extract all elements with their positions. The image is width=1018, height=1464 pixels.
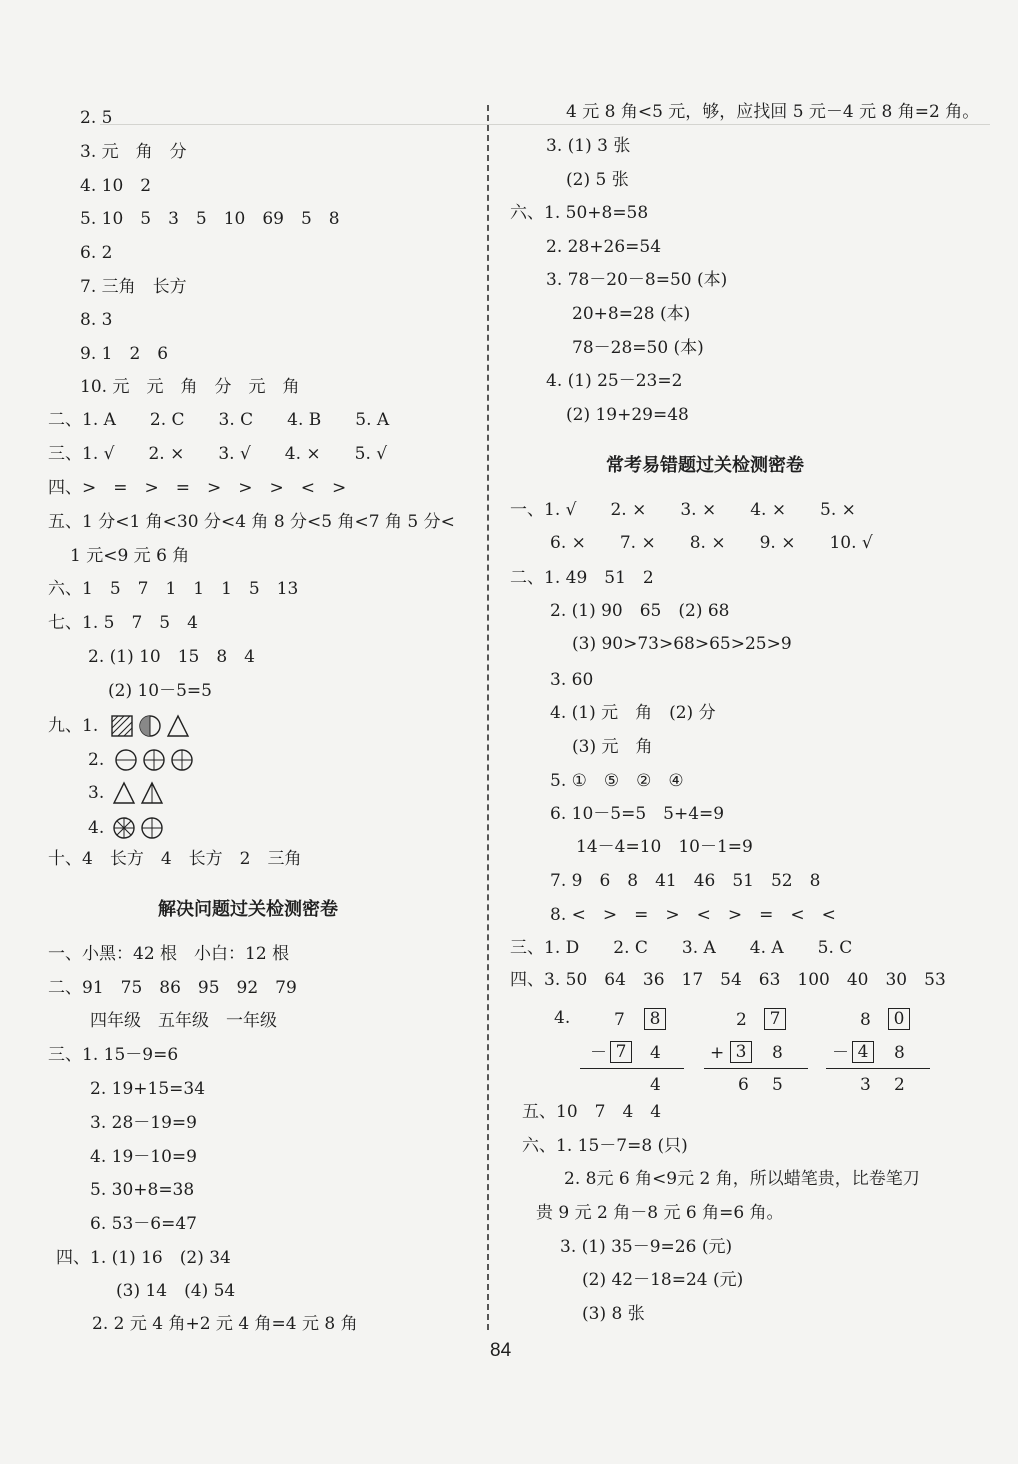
shape-row-1 [110, 714, 190, 738]
text-line: 二、1. 49 51 2 [510, 568, 654, 588]
text-line: 10. 元 元 角 分 元 角 [80, 377, 300, 397]
text-line: 8. < > = > < > = < < [550, 905, 836, 925]
text-line: 一、1. √ 2. × 3. × 4. × 5. × [510, 500, 856, 520]
text-line: 4. (1) 元 角 (2) 分 [550, 703, 716, 723]
text-line: (3) 元 角 [572, 737, 653, 757]
circle-halved-icon [114, 748, 138, 772]
text-line: 三、1. 15－9=6 [48, 1045, 179, 1065]
triangle-split-icon [140, 781, 164, 805]
text-line: 8. 3 [80, 310, 113, 330]
text-line: 三、1. D 2. C 3. A 4. A 5. C [510, 938, 853, 958]
text-line: 2. 8元 6 角<9元 2 角，所以蜡笔贵，比卷笔刀 [564, 1169, 920, 1189]
answer-box: 7 [610, 1041, 632, 1063]
text-line: 7. 9 6 8 41 46 51 52 8 [550, 871, 821, 891]
sum-line [580, 1068, 684, 1069]
text-line: 5. 10 5 3 5 10 69 5 8 [80, 209, 340, 229]
circle-quartered-icon [142, 748, 166, 772]
section-title: 解决问题过关检测密卷 [158, 899, 338, 920]
text-line: 六、1. 50+8=58 [510, 203, 649, 223]
text-line: 六、1. 15－7=8 (只) [522, 1136, 688, 1156]
text-line: 5. ① ⑤ ② ④ [550, 771, 684, 791]
text-line: 3. 元 角 分 [80, 142, 187, 162]
text-line: 四年级 五年级 一年级 [90, 1011, 277, 1031]
answer-box: 7 [764, 1008, 786, 1030]
text-line: 五、1 分<1 角<30 分<4 角 8 分<5 角<7 角 5 分< [48, 512, 455, 532]
text-line: 6. × 7. × 8. × 9. × 10. √ [550, 533, 873, 553]
shape-row-4 [112, 816, 164, 840]
text-line: 20+8=28 (本) [572, 304, 691, 324]
text-line: 3. [88, 783, 105, 803]
shape-row-3 [112, 781, 164, 805]
sum-line [826, 1068, 930, 1069]
section-title: 常考易错题过关检测密卷 [606, 455, 804, 476]
text-line: 6. 53－6=47 [90, 1214, 197, 1234]
text-line: 4. 10 2 [80, 176, 152, 196]
text-line: 9. 1 2 6 [80, 344, 169, 364]
text-line: (3) 8 张 [582, 1304, 645, 1324]
sum-line [704, 1068, 808, 1069]
text-line: 四、> = > = > > > < > [48, 478, 347, 498]
answer-box: 3 [730, 1041, 752, 1063]
text-line: 十、4 长方 4 长方 2 三角 [48, 849, 302, 869]
text-line: 2. (1) 10 15 8 4 [88, 647, 256, 667]
text-line: 3. 28－19=9 [90, 1113, 197, 1133]
text-line: 七、1. 5 7 5 4 [48, 613, 198, 633]
circle-quartered-icon [140, 816, 164, 840]
answer-box: 8 [644, 1008, 666, 1030]
text-line: 2. 5 [80, 108, 113, 128]
text-line: 6. 10－5=5 5+4=9 [550, 804, 725, 824]
text-line: 一、小黑：42 根 小白：12 根 [48, 944, 290, 964]
text-line: 4 元 8 角<5 元，够，应找回 5 元－4 元 8 角=2 角。 [566, 102, 980, 122]
text-line: 2. [88, 750, 105, 770]
text-line: 4. [88, 818, 105, 838]
text-line: 3. 60 [550, 670, 594, 690]
top-rule [100, 124, 990, 125]
text-line: 3. (1) 3 张 [546, 136, 631, 156]
text-line: 四、1. (1) 16 (2) 34 [56, 1248, 231, 1268]
text-line: 六、1 5 7 1 1 1 5 13 [48, 579, 299, 599]
text-line: 4. [554, 1008, 571, 1028]
text-line: 5. 30+8=38 [90, 1180, 195, 1200]
answer-box: 0 [888, 1008, 910, 1030]
text-line: 6. 2 [80, 243, 113, 263]
text-line: 1 元<9 元 6 角 [70, 546, 190, 566]
half-shaded-circle-icon [138, 714, 162, 738]
text-line: (3) 14 (4) 54 [116, 1281, 236, 1301]
text-line: (2) 10－5=5 [108, 681, 212, 701]
hatched-square-icon [110, 714, 134, 738]
text-line: 二、91 75 86 95 92 79 [48, 978, 297, 998]
text-line: 九、1. [48, 716, 99, 736]
circle-eighths-icon [112, 816, 136, 840]
text-line: 贵 9 元 2 角－8 元 6 角=6 角。 [536, 1203, 784, 1223]
triangle-icon [166, 714, 190, 738]
text-line: 3. (1) 35－9=26 (元) [560, 1237, 733, 1257]
text-line: (2) 42－18=24 (元) [582, 1270, 744, 1290]
text-line: 78－28=50 (本) [572, 338, 704, 358]
text-line: 三、1. √ 2. × 3. √ 4. × 5. √ [48, 444, 388, 464]
shape-row-2 [114, 748, 194, 772]
answer-box: 4 [852, 1041, 874, 1063]
triangle-icon [112, 781, 136, 805]
text-line: 2. 2 元 4 角+2 元 4 角=4 元 8 角 [92, 1314, 358, 1334]
text-line: 4. 19－10=9 [90, 1147, 197, 1167]
text-line: 五、10 7 4 4 [522, 1102, 662, 1122]
text-line: (2) 5 张 [566, 170, 629, 190]
column-divider [487, 105, 489, 1330]
text-line: 7. 三角 长方 [80, 277, 187, 297]
text-line: (2) 19+29=48 [566, 405, 689, 425]
text-line: 二、1. A 2. C 3. C 4. B 5. A [48, 410, 390, 430]
text-line: 14－4=10 10－1=9 [576, 837, 753, 857]
circle-quartered-icon [170, 748, 194, 772]
answer-page: 2. 5 3. 元 角 分 4. 10 2 5. 10 5 3 5 10 69 5 8 6. 2 7. 三角 长方 8. 3 9. 1 2 6 10. 元 元 角 分 元 角 二、1. A 2. C 3. C 4. B 5. A 三、1. √ 2. × 3. √ 4. × 5. √ 四、> = > = > > > < > 五、1 分<1 角<30 分<4 角 8 分<5 角<7 角 5 分< 1 元<9 元 6 角 六、1 5 7 1 1 1 5 13 七、1. 5 7 5 4 2. (1) 10 15 8 4 (2) 10－5=5 九、1. 2. 3. 4. 十、4 长方 4 长方 2 三角 解决问题过关检测密卷 一、小黑：42 根 小白：12 根 二、91 75 86 95 92 79 四年级 五年级 一年级 三、1. 15－9=6 2. 19+15=34 3. 28－19=9 4. 19－10=9 5. 30+8=38 6. 53－6=47 四、1. (1) 16 (2) 34 (3) 14 (4) 54 2. 2 元 4 角+2 元 4 角=4 元 8 角 4 元 8 角<5 元，够，应找回 5 元－4 元 8 角=2 角。 3. (1) 3 张 (2) 5 张 六、1. 50+8=58 2. 28+26=54 3. 78－20－8=50 (本) 20+8=28 (本) 78－28=50 (本) 4. (1) 25－23=2 (2) 19+29=48 常考易错题过关检测密卷 一、1. √ 2. × 3. × 4. × 5. × 6. × 7. × 8. × 9. × 10. √ 二、1. 49 51 2 2. (1) 90 65 (2) 68 (3) 90>73>68>65>25>9 3. 60 4. (1) 元 角 (2) 分 (3) 元 角 5. ① ⑤ ② ④ 6. 10－5=5 5+4=9 14－4=10 10－1=9 7. 9 6 8 41 46 51 52 8 8. < > = > < > = < < 三、1. D 2. C 3. A 4. A 5. C 四、3. 50 64 36 17 54 63 100 40 30 53 4. 7 8 － 7 4 4 2 7 + 3 8 6 5 8 0 － 4 8 3 2 五、10 7 4 4 六、1. 15－7=8 (只) 2. 8元 6 角<9元 2 角，所以蜡笔贵，比卷笔刀 贵 9 元 2 角－8 元 6 角=6 角。 3. (1) 35－9=26 (元) (2) 42－18=24 (元) (3) 8 张 84 [0, 0, 1018, 1464]
text-line: (3) 90>73>68>65>25>9 [572, 634, 792, 654]
text-line: 3. 78－20－8=50 (本) [546, 270, 728, 290]
text-line: 2. 19+15=34 [90, 1079, 206, 1099]
page-number: 84 [490, 1340, 512, 1361]
text-line: 四、3. 50 64 36 17 54 63 100 40 30 53 [510, 970, 946, 990]
text-line: 4. (1) 25－23=2 [546, 371, 683, 391]
text-line: 2. (1) 90 65 (2) 68 [550, 601, 730, 621]
text-line: 2. 28+26=54 [546, 237, 662, 257]
